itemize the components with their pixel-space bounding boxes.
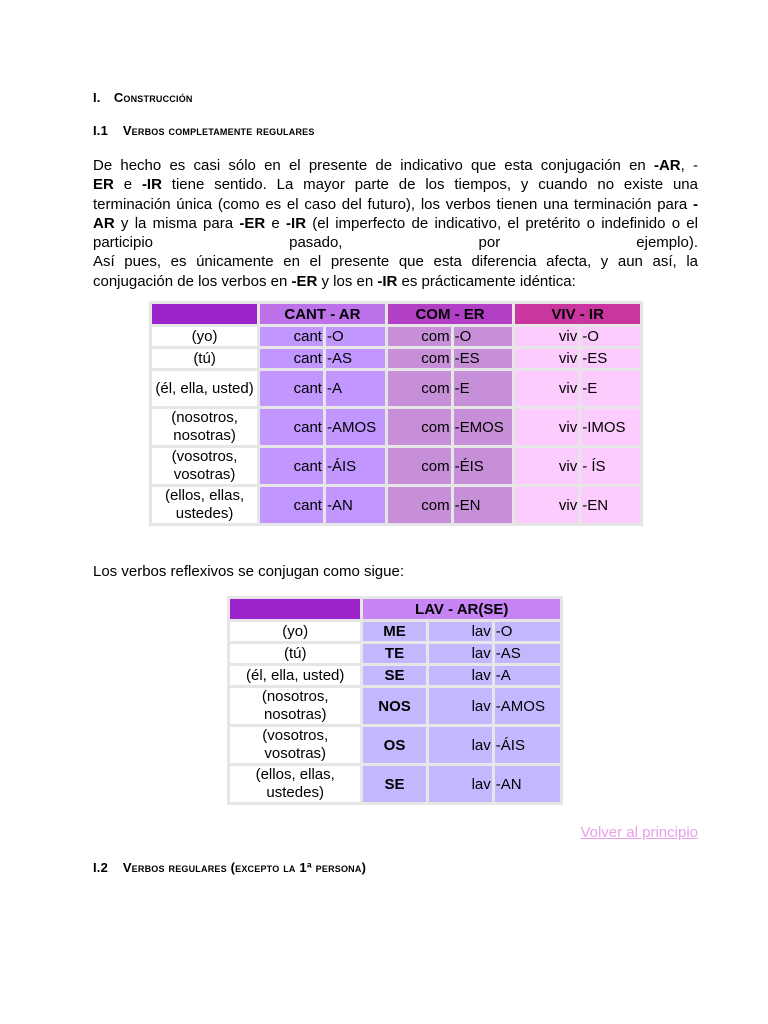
verb-ending: -AN <box>326 487 385 523</box>
table-row <box>152 487 640 523</box>
verb-ending: -AS <box>326 349 385 368</box>
person-label: (nosotros, nosotras) <box>230 688 360 724</box>
section-title: Verbos completamente regulares <box>122 123 315 138</box>
paragraph-line <box>93 156 698 175</box>
paragraph-line <box>93 272 698 291</box>
verb-ending: -A <box>495 666 560 685</box>
verb-ending: - <box>693 195 698 213</box>
table-row <box>230 688 560 724</box>
intro-paragraph <box>93 156 698 291</box>
paragraph-text: e <box>265 214 287 232</box>
verb-stem: cant <box>260 448 323 484</box>
person-label: (yo) <box>230 622 360 641</box>
verb-ending: -ES <box>581 349 640 368</box>
paragraph-text: y los en <box>317 272 378 290</box>
verb-stem: viv <box>515 487 578 523</box>
conjugation-table-regular <box>149 301 643 526</box>
verb-stem: lav <box>429 766 492 802</box>
verb-stem: com <box>388 448 451 484</box>
table-row <box>230 666 560 685</box>
verb-ending: -AMOS <box>495 688 560 724</box>
reflexive-pronoun: ME <box>363 622 425 641</box>
person-label: (nosotros, nosotras) <box>152 409 257 445</box>
reflexive-pronoun: SE <box>363 666 425 685</box>
verb-ending: -O <box>495 622 560 641</box>
verb-ending: -IR <box>377 272 398 290</box>
paragraph-text: participio pasado, por ejemplo). <box>93 234 698 252</box>
verb-stem: cant <box>260 327 323 346</box>
paragraph-text: conjugación de los verbos en <box>93 272 292 290</box>
verb-header: COM - ER <box>388 304 513 324</box>
verb-ending: -ER <box>291 272 318 290</box>
person-label: (yo) <box>152 327 257 346</box>
person-label: (vosotros, vosotras) <box>152 448 257 484</box>
verb-ending: -EMOS <box>454 409 513 445</box>
person-label: (tú) <box>152 349 257 368</box>
person-label: (él, ella, usted) <box>152 371 257 406</box>
verb-stem: viv <box>515 409 578 445</box>
paragraph-line <box>93 252 698 271</box>
reflexive-caption: Los verbos reflexivos se conjugan como sigue: <box>93 563 405 580</box>
paragraph-line <box>93 233 698 252</box>
person-label: (él, ella, usted) <box>230 666 360 685</box>
reflexive-pronoun: TE <box>363 644 425 663</box>
person-label: (tú) <box>230 644 360 663</box>
verb-stem: cant <box>260 487 323 523</box>
verb-header: LAV - AR(SE) <box>363 599 560 619</box>
section-number: I. <box>93 90 101 105</box>
table-row <box>230 727 560 763</box>
person-label: (ellos, ellas, ustedes) <box>152 487 257 523</box>
verb-stem: cant <box>260 349 323 368</box>
table-row <box>152 327 640 346</box>
verb-ending: ER <box>93 176 114 194</box>
verb-ending: -O <box>326 327 385 346</box>
verb-ending: -AMOS <box>326 409 385 445</box>
section-heading-1-2 <box>93 860 366 875</box>
section-number: I.2 <box>93 860 109 875</box>
table-row <box>152 349 640 368</box>
verb-ending: -ÁIS <box>326 448 385 484</box>
verb-ending: -AS <box>495 644 560 663</box>
paragraph-text: y la misma para <box>114 214 240 232</box>
verb-ending: -E <box>581 371 640 406</box>
section-heading-1-1 <box>93 123 315 138</box>
corner-cell <box>152 304 257 324</box>
verb-ending: -E <box>454 371 513 406</box>
paragraph-text: (el imperfecto de indicativo, el pretérito o indefinido o el <box>306 214 698 232</box>
verb-stem: lav <box>429 666 492 685</box>
section-title: Verbos regulares (excepto la 1ª persona) <box>122 860 367 875</box>
paragraph-line <box>93 195 698 214</box>
table-row <box>152 371 640 406</box>
verb-ending: -AN <box>495 766 560 802</box>
table-row <box>230 622 560 641</box>
verb-stem: com <box>388 371 451 406</box>
paragraph-line <box>93 214 698 233</box>
verb-stem: cant <box>260 371 323 406</box>
verb-stem: lav <box>429 727 492 763</box>
paragraph-text: es prácticamente idéntica: <box>397 272 576 290</box>
verb-stem: cant <box>260 409 323 445</box>
back-to-top-link[interactable]: Volver al principio <box>580 824 698 841</box>
verb-stem: com <box>388 349 451 368</box>
verb-stem: com <box>388 409 451 445</box>
verb-ending: -ÉIS <box>454 448 513 484</box>
table-row <box>230 766 560 802</box>
verb-ending: -IR <box>286 214 307 232</box>
paragraph-text: , - <box>680 157 698 174</box>
verb-ending: -O <box>581 327 640 346</box>
section-number: I.1 <box>93 123 109 138</box>
verb-stem: viv <box>515 349 578 368</box>
verb-ending: AR <box>93 214 115 232</box>
table-row <box>152 409 640 445</box>
verb-stem: viv <box>515 448 578 484</box>
paragraph-line <box>93 175 698 194</box>
verb-stem: lav <box>429 622 492 641</box>
verb-ending: -IR <box>141 176 162 194</box>
verb-header: CANT - AR <box>260 304 385 324</box>
verb-ending: - ÍS <box>581 448 640 484</box>
verb-ending: -IMOS <box>581 409 640 445</box>
person-label: (ellos, ellas, ustedes) <box>230 766 360 802</box>
verb-stem: com <box>388 327 451 346</box>
table-row <box>230 644 560 663</box>
paragraph-text: tiene sentido. La mayor parte de los tiempos, y cuando no existe una <box>161 176 698 194</box>
verb-ending: -EN <box>581 487 640 523</box>
person-label: (vosotros, vosotras) <box>230 727 360 763</box>
reflexive-pronoun: OS <box>363 727 425 763</box>
section-title: Construcción <box>113 90 193 105</box>
verb-stem: lav <box>429 644 492 663</box>
reflexive-pronoun: NOS <box>363 688 425 724</box>
verb-ending: -AR <box>653 157 681 174</box>
table-row <box>152 448 640 484</box>
verb-ending: -EN <box>454 487 513 523</box>
verb-ending: -ES <box>454 349 513 368</box>
reflexive-pronoun: SE <box>363 766 425 802</box>
conjugation-table-reflexive <box>227 596 563 805</box>
section-heading-1 <box>93 90 193 105</box>
verb-stem: viv <box>515 327 578 346</box>
verb-ending: -ER <box>239 214 266 232</box>
paragraph-text: Así pues, es únicamente en el presente que esta diferencia afecta, y aun así, la <box>93 253 698 271</box>
verb-header: VIV - IR <box>515 304 640 324</box>
verb-ending: -A <box>326 371 385 406</box>
verb-stem: lav <box>429 688 492 724</box>
verb-ending: -ÁIS <box>495 727 560 763</box>
verb-stem: com <box>388 487 451 523</box>
paragraph-text: terminación única (como es el caso del futuro), los verbos tienen una terminación para <box>93 195 693 213</box>
paragraph-text: e <box>113 176 142 194</box>
verb-stem: viv <box>515 371 578 406</box>
verb-ending: -O <box>454 327 513 346</box>
corner-cell <box>230 599 360 619</box>
paragraph-text: De hecho es casi sólo en el presente de indicativo que esta conjugación en <box>93 157 654 174</box>
